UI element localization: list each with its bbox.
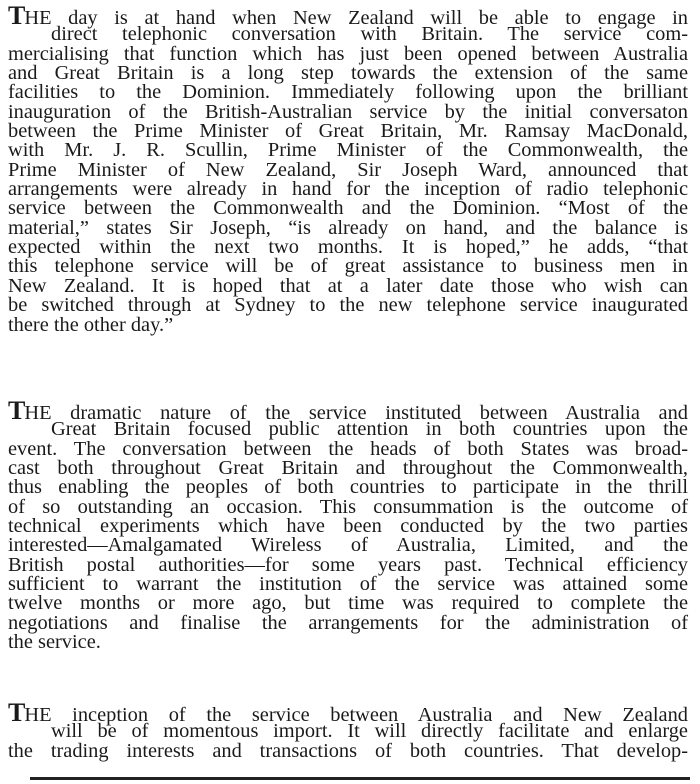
text-line: between the Prime Minister of Great Britain, Mr. Ramsay MacDonald, [8, 120, 688, 143]
text-line: the service. [8, 631, 101, 654]
text-line: will be of momentous import. It will directly facilitate and enlarge [51, 720, 688, 743]
text-line: service between the Commonwealth and the Dominion. “Most of the [8, 197, 688, 220]
text-line: thus enabling the peoples of both countries to participate in the thrill [8, 476, 688, 499]
paragraph-1 [8, 1, 688, 336]
text-line: with Mr. J. R. Scullin, Prime Minister of the Commonwealth, the [8, 139, 688, 162]
column-rule [30, 777, 690, 780]
text-line: cast both throughout Great Britain and throughout the Commonwealth, [8, 457, 688, 480]
drop-cap: T [8, 1, 25, 30]
text-line: New Zealand. It is hoped that at a later date those who wish can [8, 274, 688, 297]
line-text: HE inception of the service between Australia and New Zealand [24, 704, 688, 726]
text-line: inauguration of the British-Australian service by the initial conversaton [8, 100, 688, 123]
text-line: the trading interests and transactions of both countries. That develop- [8, 739, 688, 762]
text-line: there the other day.” [8, 313, 174, 336]
text-line: of so outstanding an occasion. This consummation is the outcome of [8, 495, 688, 518]
text-line: direct telephonic conversation with Britain. The service com- [51, 23, 688, 46]
text-line: technical experiments which have been conducted by the two parties [8, 515, 688, 538]
drop-cap: T [8, 698, 25, 727]
text-line: Prime Minister of New Zealand, Sir Joseph Ward, announced that [8, 158, 688, 181]
text-line: expected within the next two months. It is hoped,” he adds, “that [8, 236, 688, 259]
text-line: event. The conversation between the heads of both States was broad- [8, 437, 688, 460]
line-text: HE dramatic nature of the service instituted between Australia and [24, 402, 688, 424]
line-text: HE day is at hand when New Zealand will be able to engage in [24, 7, 688, 29]
text-line: sufficient to warrant the institution of the service was attained some [8, 573, 688, 596]
text-line: this telephone service will be of great assistance to business men in [8, 255, 688, 278]
text-line: interested—Amalgamated Wireless of Australia, Limited, and the [8, 534, 688, 557]
text-line: and Great Britain is a long step towards the extension of the same [8, 62, 688, 85]
paragraph-3 [8, 698, 688, 762]
text-line: facilities to the Dominion. Immediately following upon the brilliant [8, 81, 688, 104]
text-line: arrangements were already in hand for the inception of radio telephonic [8, 178, 688, 201]
text-line: negotiations and finalise the arrangements for the administration of [8, 611, 688, 634]
paragraph-2 [8, 396, 688, 654]
drop-cap: T [8, 396, 25, 425]
text-line: twelve months or more ago, but time was required to complete the [8, 592, 688, 615]
text-line: be switched through at Sydney to the new telephone service inaugurated [8, 294, 688, 317]
text-line: mercialising that function which has just been opened between Australia [8, 42, 688, 65]
text-line: British postal authorities—for some years past. Technical efficiency [8, 553, 688, 576]
text-line: material,” states Sir Joseph, “is already on hand, and the balance is [8, 216, 688, 239]
text-line: Great Britain focused public attention in both countries upon the [51, 418, 688, 441]
